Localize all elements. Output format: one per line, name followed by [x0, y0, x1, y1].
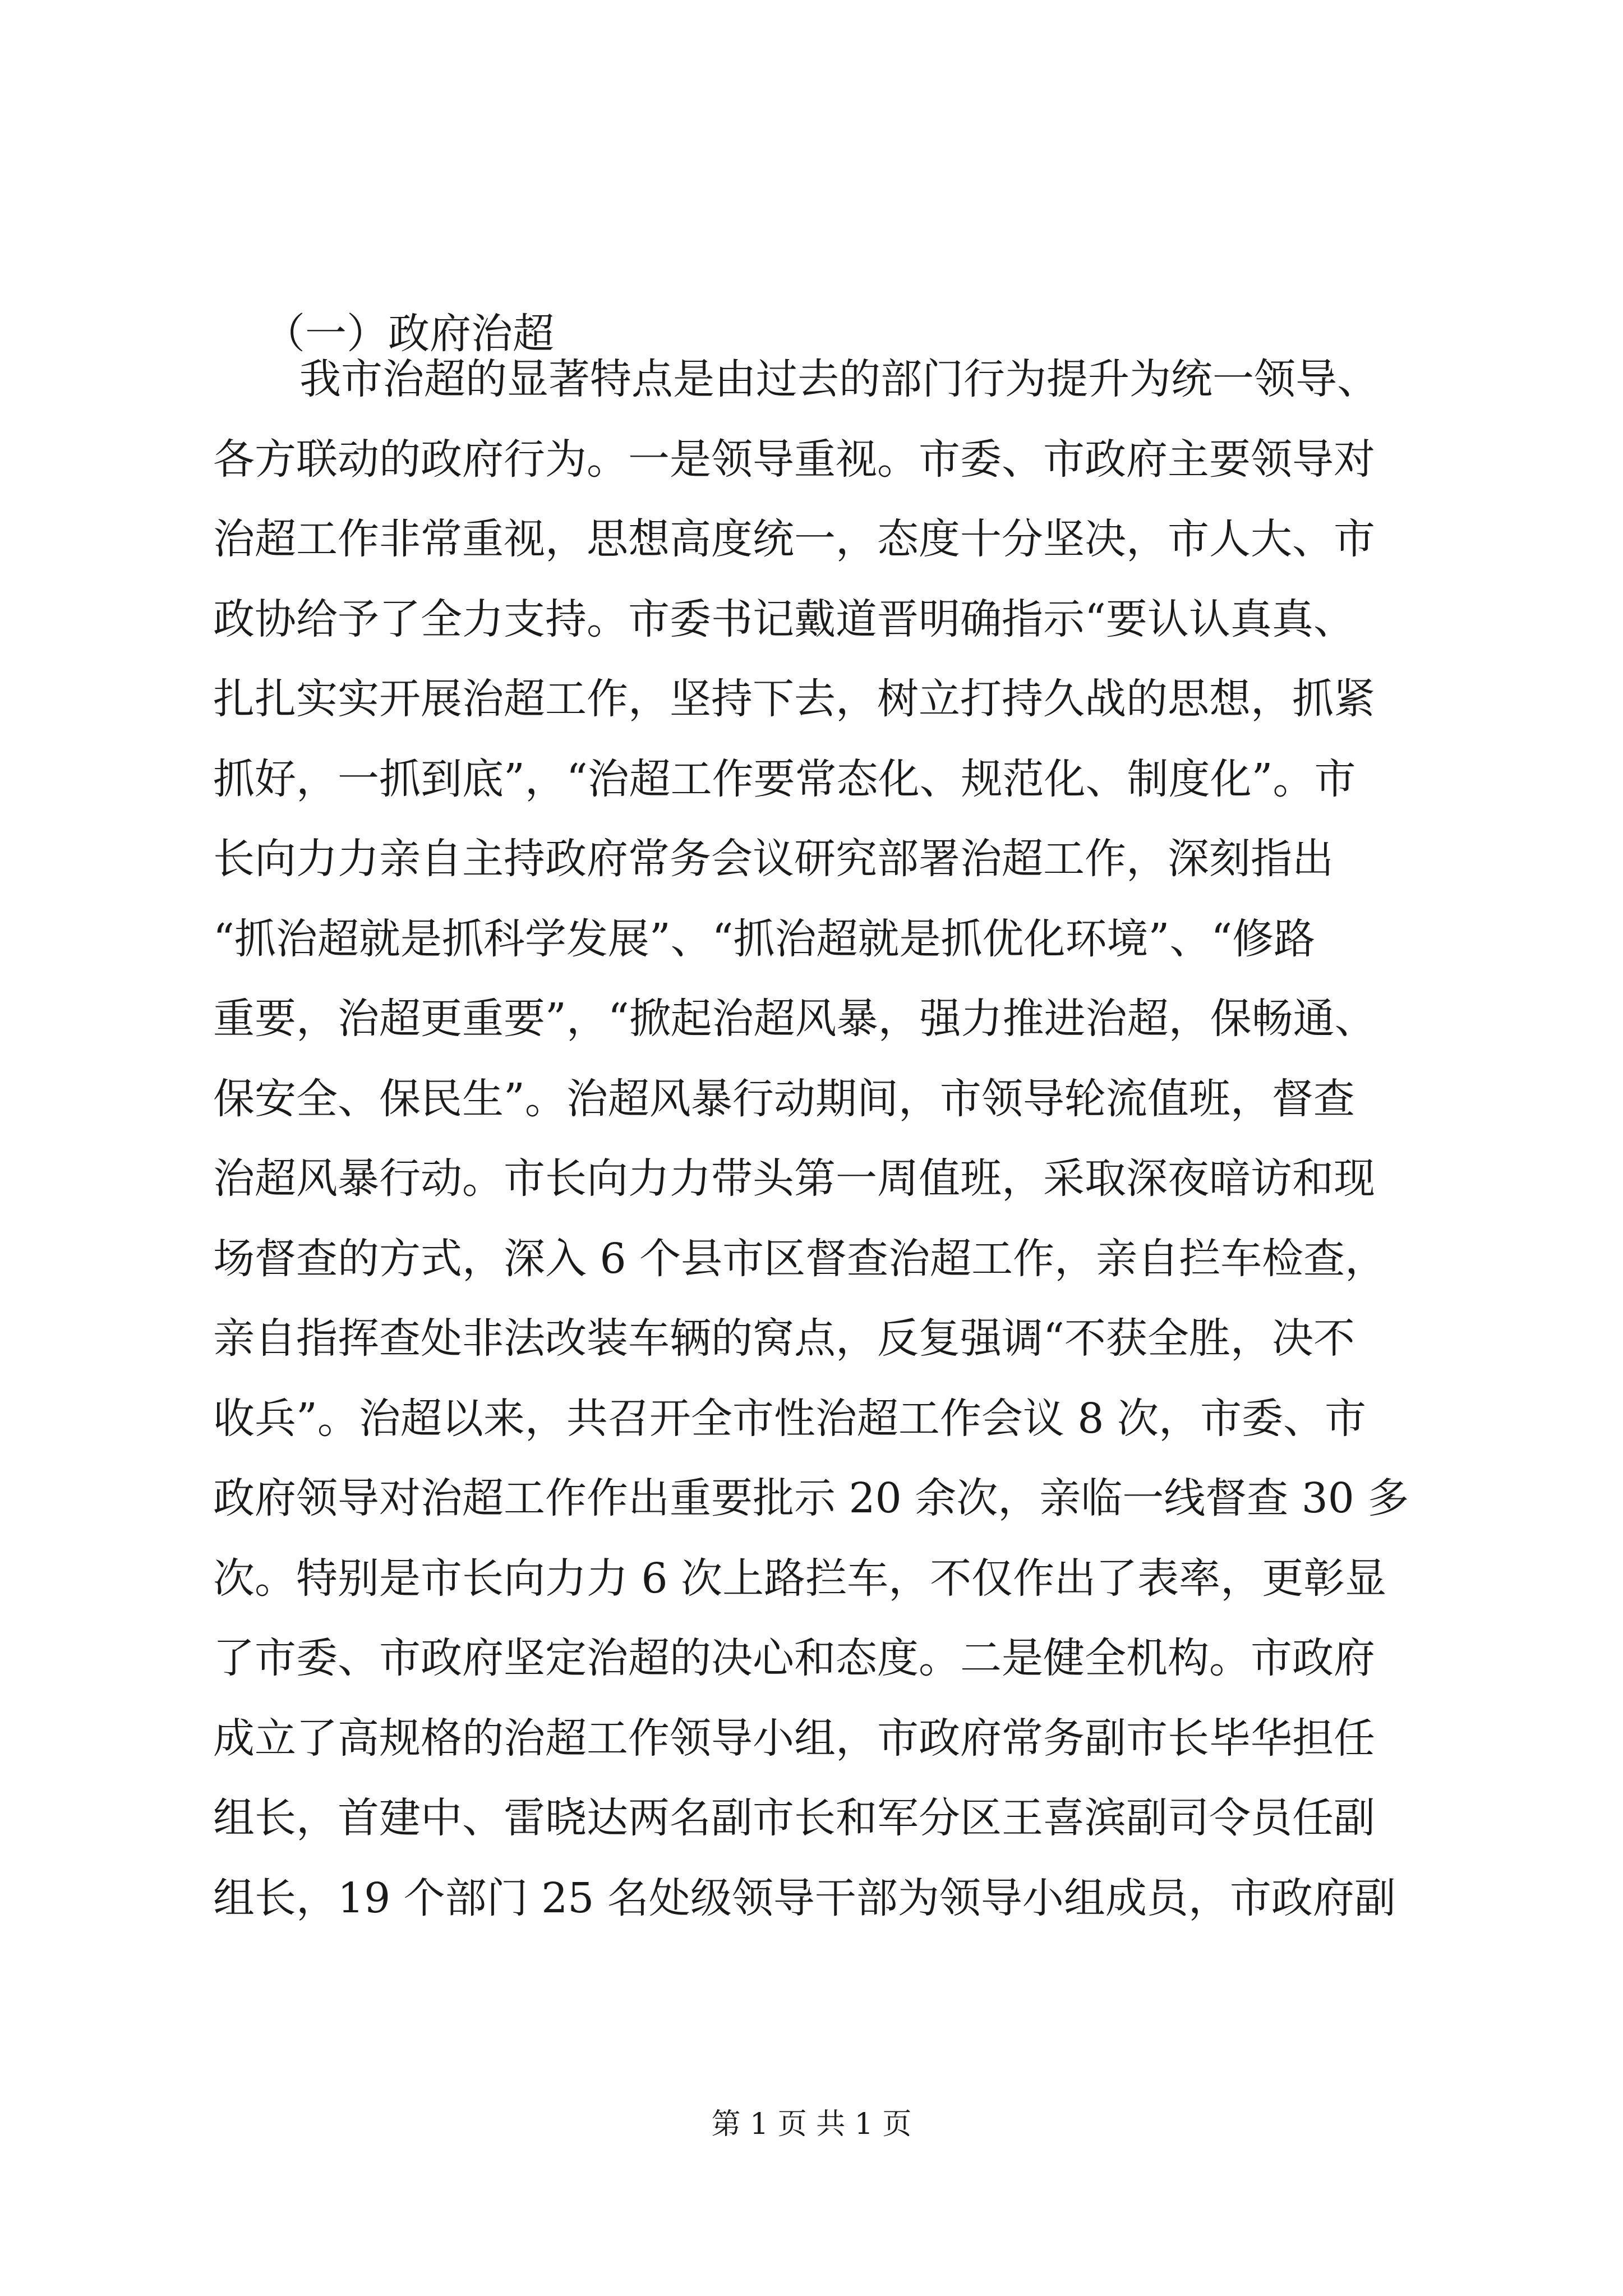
- paragraph-line: 治超工作非常重视，思想高度统一，态度十分坚决，市人大、市: [213, 515, 1375, 563]
- section-heading: （一）政府治超: [264, 310, 554, 358]
- paragraph-line: “抓治超就是抓科学发展”、“抓治超就是抓优化环境”、“修路: [213, 914, 1316, 963]
- paragraph-line: 扎扎实实开展治超工作，坚持下去，树立打持久战的思想，抓紧: [213, 675, 1375, 723]
- paragraph-line: 成立了高规格的治超工作领导小组，市政府常务副市长毕华担任: [213, 1714, 1375, 1763]
- paragraph-line: 政府领导对治超工作作出重要批示 20 余次，亲临一线督查 30 多: [213, 1474, 1409, 1522]
- paragraph-line: 场督查的方式，深入 6 个县市区督查治超工作，亲自拦车检查，: [213, 1234, 1387, 1283]
- paragraph-line: 各方联动的政府行为。一是领导重视。市委、市政府主要领导对: [213, 435, 1375, 484]
- paragraph-line: 治超风暴行动。市长向力力带头第一周值班，采取深夜暗访和现: [213, 1154, 1375, 1203]
- page-footer: 第 1 页 共 1 页: [711, 2108, 912, 2141]
- paragraph-line: 我市治超的显著特点是由过去的部门行为提升为统一领导、: [299, 355, 1378, 403]
- paragraph-line: 保安全、保民生”。治超风暴行动期间，市领导轮流值班，督查: [213, 1074, 1355, 1123]
- paragraph-line: 了市委、市政府坚定治超的决心和态度。二是健全机构。市政府: [213, 1634, 1375, 1682]
- paragraph-line: 政协给予了全力支持。市委书记戴道晋明确指示“要认认真真、: [213, 595, 1355, 643]
- paragraph-line: 组长，首建中、雷晓达两名副市长和军分区王喜滨副司令员任副: [213, 1794, 1375, 1842]
- body-paragraph: [213, 339, 1419, 1938]
- paragraph-line: 亲自指挥查处非法改装车辆的窝点，反复强调“不获全胜，决不: [213, 1314, 1355, 1363]
- paragraph-line: 长向力力亲自主持政府常务会议研究部署治超工作，深刻指出: [213, 835, 1334, 883]
- paragraph-line: 次。特别是市长向力力 6 次上路拦车，不仅作出了表率，更彰显: [213, 1554, 1387, 1603]
- paragraph-line: 重要，治超更重要”，“掀起治超风暴，强力推进治超，保畅通、: [213, 995, 1376, 1043]
- paragraph-line: 组长，19 个部门 25 名处级领导干部为领导小组成员，市政府副: [213, 1874, 1396, 1922]
- paragraph-line: 抓好，一抓到底”，“治超工作要常态化、规范化、制度化”。市: [213, 754, 1356, 803]
- paragraph-line: 收兵”。治超以来，共召开全市性治超工作会议 8 次，市委、市: [213, 1394, 1366, 1443]
